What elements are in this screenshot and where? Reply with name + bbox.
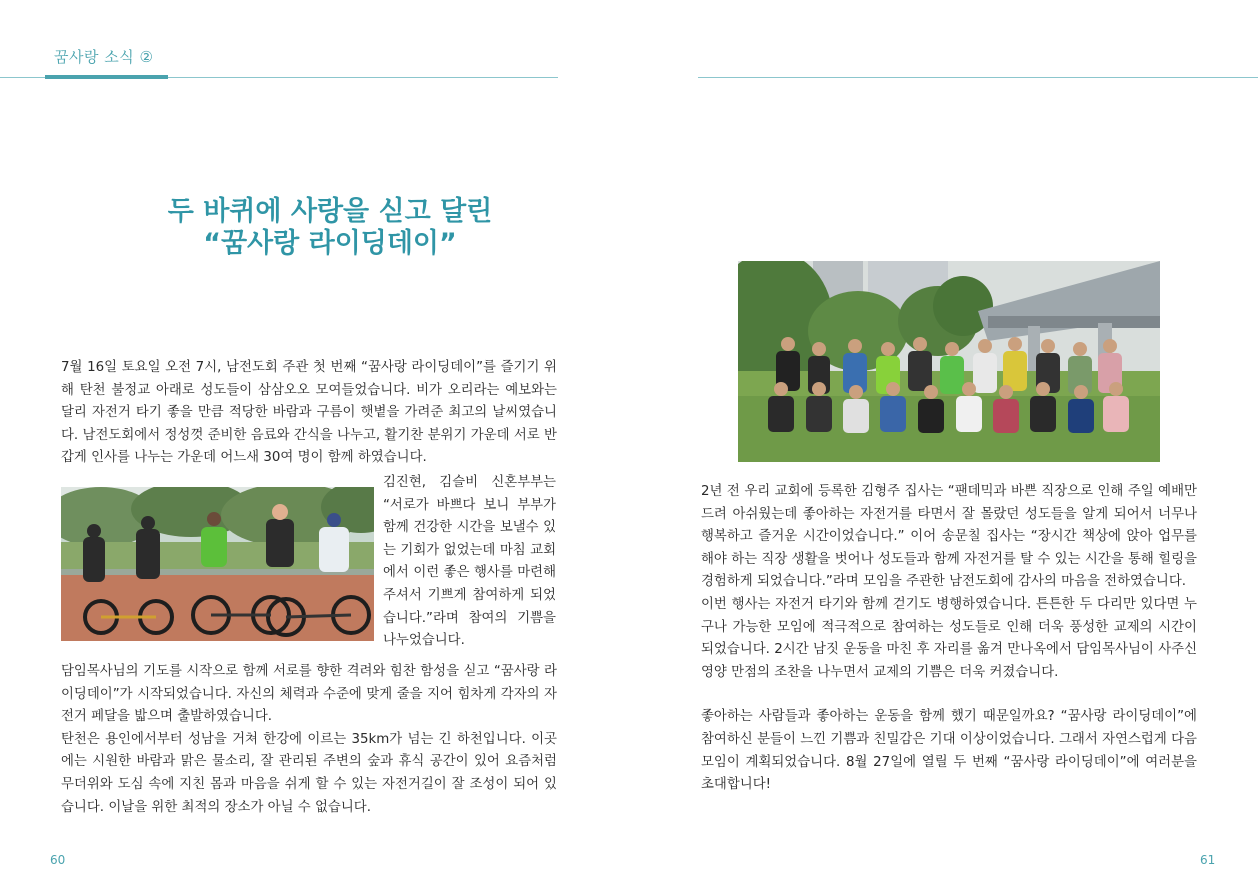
title-line-1: 두 바퀴에 사랑을 싣고 달린 (167, 196, 493, 227)
header-accent-bar (45, 75, 168, 79)
paragraph-walking: 이번 행사는 자전거 타기와 함께 걷기도 병행하였습니다. 튼튼한 두 다리만 있다면 누구나 가능한 모임에 적극적으로 참여하는 성도들로 인해 더욱 풍성한 교제의 시간이 되었습니다. 2시간 남짓 운동을 마친 후 자리를 옮겨 만나옥에서 담임목사님이 사주신 영양 만점의 조찬을 나누면서 교제의 기쁨은 더욱 커졌습니다. (701, 596, 1197, 680)
photo-cyclists (61, 487, 374, 641)
paragraph-block-left-lower (61, 661, 557, 819)
paragraph-invitation: 좋아하는 사람들과 좋아하는 운동을 함께 했기 때문일까요? “꿈사랑 라이딩데이”에 참여하신 분들이 느낀 기쁨과 친밀감은 기대 이상이었습니다. 그래서 자연스럽게 다음 모임이 계획되었습니다. 8월 27일에 열릴 두 번째 “꿈사랑 라이딩데이”에 여러분을 초대합니다! (701, 709, 1197, 793)
photo-group (738, 261, 1160, 462)
page-number-right: 61 (1200, 853, 1216, 867)
paragraph-testimonials: 2년 전 우리 교회에 등록한 김형주 집사는 “팬데믹과 바쁜 직장으로 인해 주일 예배만 드려 아쉬웠는데 좋아하는 자전거를 타면서 잘 몰랐던 성도들을 알게 되어서 너무나 행복하고 즐거운 시간이었습니다.” 이어 송문칠 집사는 “장시간 책상에 앉아 업무를 해야 하는 직장 생활을 벗어나 성도들과 함께 자전거를 탈 수 있는 시간을 통해 힐링을 경험하게 되었습니다.”라며 모임을 주관한 남전도회에 감사의 마음을 전하였습니다. (701, 484, 1197, 590)
page-number-left: 60 (50, 853, 66, 867)
title-line-2: “꿈사랑 라이딩데이” (203, 228, 457, 259)
paragraph-tancheon: 탄천은 용인에서부터 성남을 거쳐 한강에 이르는 35km가 넘는 긴 하천입니다. 이곳에는 시원한 바람과 맑은 물소리, 잘 관리된 주변의 숲과 휴식 공간이 있어 요즘처럼 무더위와 도심 속에 지친 몸과 마음을 쉬게 할 수 있는 자전거길이 잘 조성이 되어 있습니다. 이날을 위한 최적의 장소가 아닐 수 없습니다. (61, 731, 557, 815)
paragraph-gap (701, 684, 1197, 706)
paragraph-start: 담임목사님의 기도를 시작으로 함께 서로를 향한 격려와 힘찬 함성을 싣고 “꿈사랑 라이딩데이”가 시작되었습니다. 자신의 체력과 수준에 맞게 줄을 지어 힘차게 각자의 자전거 페달을 밟으며 출발하였습니다. (61, 664, 557, 725)
paragraph-intro: 7월 16일 토요일 오전 7시, 남전도회 주관 첫 번째 “꿈사랑 라이딩데이”를 즐기기 위해 탄천 불정교 아래로 성도들이 삼삼오오 모여들었습니다. 비가 오리라는 예보와는 달리 자전거 타기 좋을 만큼 적당한 바람과 구름이 햇볕을 가려준 최고의 날씨였습니다. 남전도회에서 정성껏 준비한 음료와 간식을 나누고, 활기찬 분위기 가운데 서로 반갑게 인사를 나누는 가운데 어느새 30여 명이 함께 하였습니다. (61, 360, 557, 466)
paragraph-block-right (701, 481, 1197, 797)
header-rule-right (698, 77, 1258, 78)
section-label: 꿈사랑 소식 ② (54, 48, 154, 66)
article-title (60, 196, 600, 260)
paragraph-couple-quote: 김진현, 김슬비 신혼부부는 “서로가 바쁘다 보니 부부가 함께 건강한 시간을 보낼수 있는 기회가 없었는데 마침 교회에서 이런 좋은 행사를 마련해주셔서 기쁘게 참여하게 되었습니다.”라며 참여의 기쁨을 나누었습니다. (383, 475, 556, 649)
